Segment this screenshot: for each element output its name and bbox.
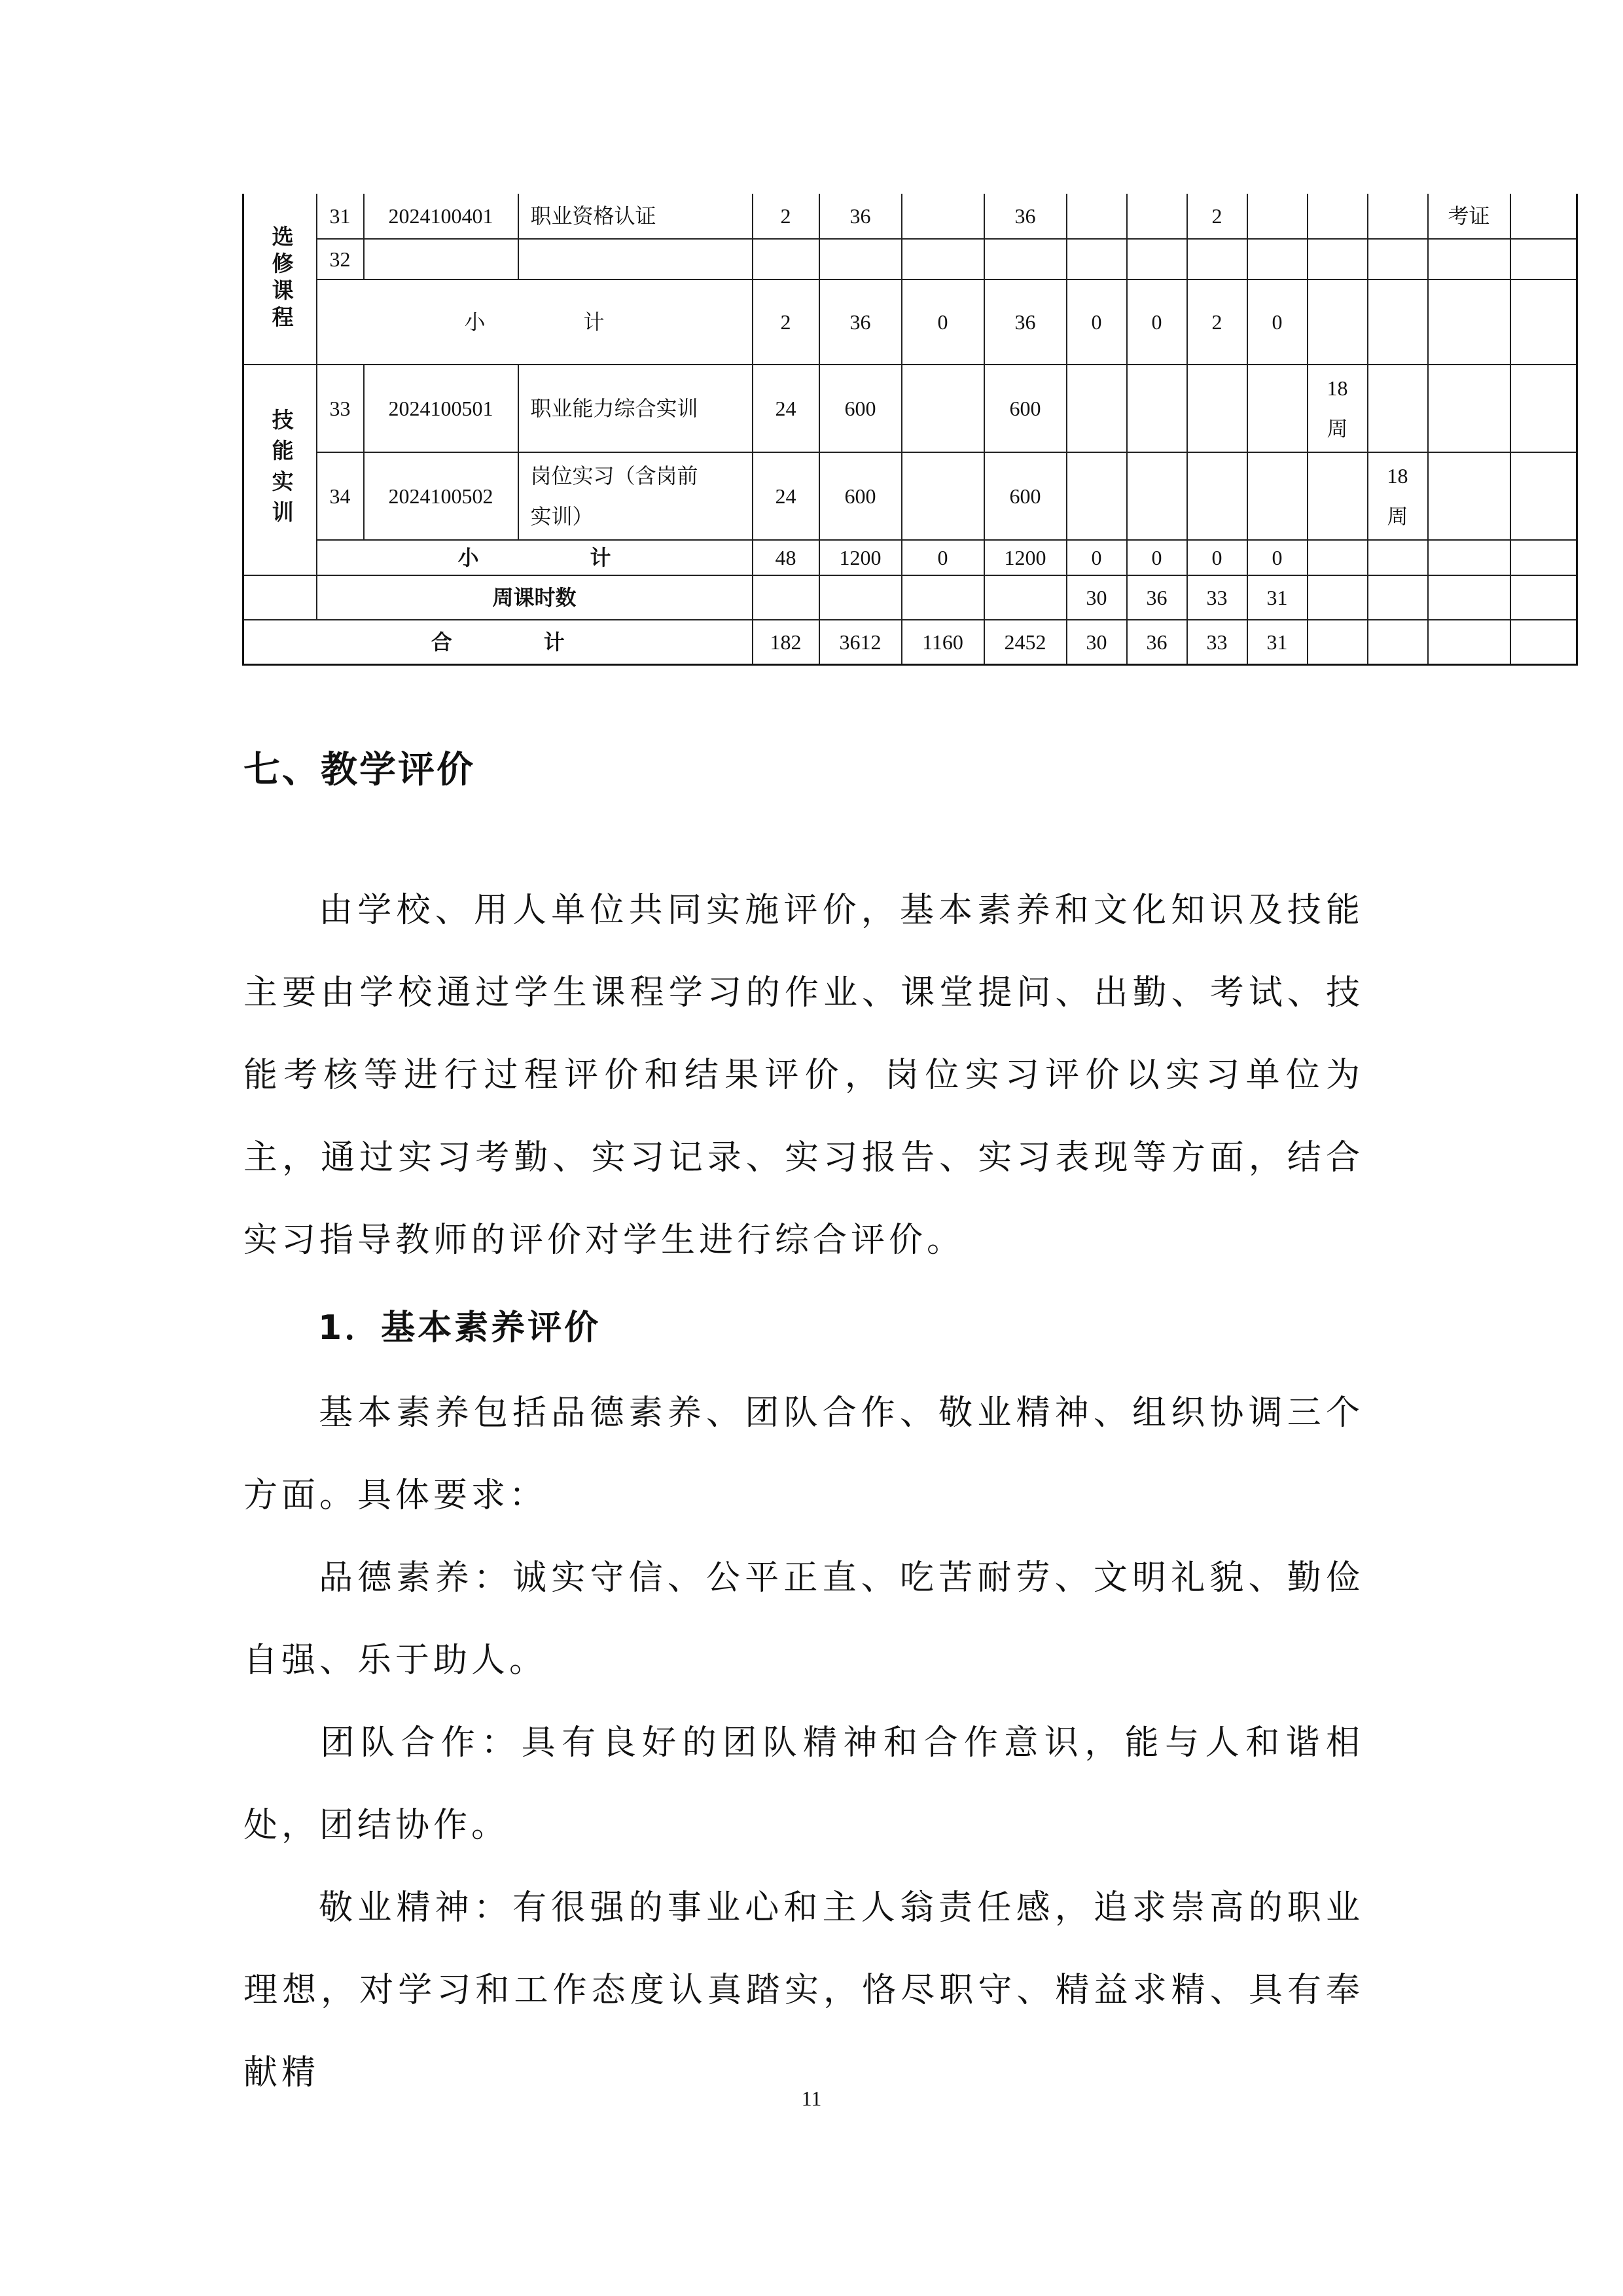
semester-4 bbox=[1247, 194, 1308, 239]
moral-paragraph: 品德素养：诚实守信、公平正直、吃苦耐劳、文明礼貌、勤俭自强、乐于助人。 bbox=[243, 1558, 1364, 1680]
semester-4: 0 bbox=[1247, 279, 1308, 365]
remark bbox=[1510, 452, 1577, 540]
semester-6: 18周 bbox=[1368, 452, 1428, 540]
assessment bbox=[1428, 540, 1510, 575]
semester-5 bbox=[1308, 620, 1368, 665]
grand-total-label: 合 计 bbox=[243, 620, 753, 665]
weekly-hours-row bbox=[243, 575, 1577, 620]
credits: 24 bbox=[753, 365, 819, 452]
semester-5 bbox=[1308, 279, 1368, 365]
semester-2: 0 bbox=[1127, 540, 1187, 575]
semester-1 bbox=[1067, 194, 1127, 239]
total-hours: 600 bbox=[819, 365, 902, 452]
total-hours: 3612 bbox=[819, 620, 902, 665]
remark bbox=[1510, 239, 1577, 279]
semester-3 bbox=[1187, 239, 1247, 279]
semester-6 bbox=[1368, 194, 1428, 239]
semester-1: 30 bbox=[1067, 620, 1127, 665]
credits: 2 bbox=[753, 194, 819, 239]
row-number: 31 bbox=[317, 194, 364, 239]
theory-hours bbox=[902, 194, 984, 239]
semester-3: 33 bbox=[1187, 575, 1247, 620]
remark bbox=[1510, 575, 1577, 620]
category-skills: 技能实训 bbox=[243, 365, 317, 575]
course-name bbox=[518, 239, 753, 279]
semester-2: 0 bbox=[1127, 279, 1187, 365]
semester-2: 36 bbox=[1127, 620, 1187, 665]
semester-6 bbox=[1368, 279, 1428, 365]
course-code bbox=[364, 239, 518, 279]
row-number: 32 bbox=[317, 239, 364, 279]
semester-3: 33 bbox=[1187, 620, 1247, 665]
theory-hours: 0 bbox=[902, 279, 984, 365]
remark bbox=[1510, 540, 1577, 575]
subtotal-label: 小 计 bbox=[317, 279, 753, 365]
practice-hours: 600 bbox=[984, 452, 1067, 540]
category-elective: 选修课程 bbox=[243, 194, 317, 365]
semester-1 bbox=[1067, 365, 1127, 452]
semester-4: 31 bbox=[1247, 620, 1308, 665]
practice-hours: 36 bbox=[984, 279, 1067, 365]
semester-5 bbox=[1308, 452, 1368, 540]
row-number: 34 bbox=[317, 452, 364, 540]
course-code: 2024100401 bbox=[364, 194, 518, 239]
semester-1 bbox=[1067, 452, 1127, 540]
semester-4: 0 bbox=[1247, 540, 1308, 575]
semester-3 bbox=[1187, 365, 1247, 452]
practice-hours: 600 bbox=[984, 365, 1067, 452]
semester-4: 31 bbox=[1247, 575, 1308, 620]
semester-5 bbox=[1308, 575, 1368, 620]
semester-3: 2 bbox=[1187, 194, 1247, 239]
course-code: 2024100502 bbox=[364, 452, 518, 540]
semester-2 bbox=[1127, 452, 1187, 540]
page-number: 11 bbox=[801, 2087, 822, 2110]
practice-hours: 36 bbox=[984, 194, 1067, 239]
course-name: 职业能力综合实训 bbox=[518, 365, 753, 452]
theory-hours: 0 bbox=[902, 540, 984, 575]
credits: 24 bbox=[753, 452, 819, 540]
semester-5 bbox=[1308, 194, 1368, 239]
theory-hours bbox=[902, 575, 984, 620]
assessment bbox=[1428, 620, 1510, 665]
credits bbox=[753, 239, 819, 279]
semester-3 bbox=[1187, 452, 1247, 540]
semester-2 bbox=[1127, 365, 1187, 452]
assessment bbox=[1428, 575, 1510, 620]
subtotal-row bbox=[243, 279, 1577, 365]
semester-2: 36 bbox=[1127, 575, 1187, 620]
sub-heading: 1．基本素养评价 bbox=[318, 1308, 601, 1348]
credits bbox=[753, 575, 819, 620]
semester-2 bbox=[1127, 239, 1187, 279]
remark bbox=[1510, 365, 1577, 452]
semester-2 bbox=[1127, 194, 1187, 239]
table-row bbox=[243, 452, 1577, 540]
theory-hours bbox=[902, 239, 984, 279]
credits: 48 bbox=[753, 540, 819, 575]
semester-1: 30 bbox=[1067, 575, 1127, 620]
remark bbox=[1510, 194, 1577, 239]
semester-6 bbox=[1368, 575, 1428, 620]
intro-paragraph: 由学校、用人单位共同实施评价，基本素养和文化知识及技能主要由学校通过学生课程学习的作业、课堂提问、出勤、考试、技能考核等进行过程评价和结果评价，岗位实习评价以实习单位为主，通过实习考勤、实习记录、实习报告、实习表现等方面，结合实习指导教师的评价对学生进行综合评价。 bbox=[243, 891, 1364, 1260]
theory-hours: 1160 bbox=[902, 620, 984, 665]
practice-hours: 2452 bbox=[984, 620, 1067, 665]
total-hours: 1200 bbox=[819, 540, 902, 575]
semester-3: 0 bbox=[1187, 540, 1247, 575]
practice-hours bbox=[984, 239, 1067, 279]
grand-total-row bbox=[243, 620, 1577, 665]
semester-5 bbox=[1308, 239, 1368, 279]
credits: 2 bbox=[753, 279, 819, 365]
row-number: 33 bbox=[317, 365, 364, 452]
credits: 182 bbox=[753, 620, 819, 665]
assessment: 考证 bbox=[1428, 194, 1510, 239]
section-heading: 七、教学评价 bbox=[243, 749, 475, 791]
dedication-paragraph: 敬业精神：有很强的事业心和主人翁责任感，追求崇高的职业理想，对学习和工作态度认真踏实，恪尽职守、精益求精、具有奉献精 bbox=[243, 1888, 1364, 2092]
table-row bbox=[243, 239, 1577, 279]
total-hours bbox=[819, 575, 902, 620]
semester-6 bbox=[1368, 540, 1428, 575]
subtotal-row bbox=[243, 540, 1577, 575]
theory-hours bbox=[902, 365, 984, 452]
course-name: 岗位实习（含岗前实训） bbox=[518, 452, 753, 540]
course-code: 2024100501 bbox=[364, 365, 518, 452]
practice-hours bbox=[984, 575, 1067, 620]
team-paragraph: 团队合作：具有良好的团队精神和合作意识，能与人和谐相处，团结协作。 bbox=[243, 1723, 1364, 1845]
semester-6 bbox=[1368, 239, 1428, 279]
total-hours bbox=[819, 239, 902, 279]
table-row bbox=[243, 365, 1577, 452]
weekly-hours-label: 周课时数 bbox=[317, 575, 753, 620]
practice-hours: 1200 bbox=[984, 540, 1067, 575]
table-row bbox=[243, 194, 1577, 239]
semester-4 bbox=[1247, 239, 1308, 279]
semester-1: 0 bbox=[1067, 540, 1127, 575]
remark bbox=[1510, 279, 1577, 365]
semester-1 bbox=[1067, 239, 1127, 279]
assessment bbox=[1428, 365, 1510, 452]
assessment bbox=[1428, 239, 1510, 279]
basic-quality-paragraph: 基本素养包括品德素养、团队合作、敬业精神、组织协调三个方面。具体要求： bbox=[243, 1393, 1364, 1515]
semester-3: 2 bbox=[1187, 279, 1247, 365]
total-hours: 36 bbox=[819, 279, 902, 365]
category-blank bbox=[243, 575, 317, 620]
semester-1: 0 bbox=[1067, 279, 1127, 365]
semester-4 bbox=[1247, 365, 1308, 452]
course-schedule-table bbox=[242, 194, 1578, 666]
remark bbox=[1510, 620, 1577, 665]
assessment bbox=[1428, 279, 1510, 365]
semester-6 bbox=[1368, 365, 1428, 452]
semester-6 bbox=[1368, 620, 1428, 665]
course-name: 职业资格认证 bbox=[518, 194, 753, 239]
semester-5: 18周 bbox=[1308, 365, 1368, 452]
total-hours: 600 bbox=[819, 452, 902, 540]
total-hours: 36 bbox=[819, 194, 902, 239]
semester-5 bbox=[1308, 540, 1368, 575]
subtotal-label: 小 计 bbox=[317, 540, 753, 575]
assessment bbox=[1428, 452, 1510, 540]
semester-4 bbox=[1247, 452, 1308, 540]
theory-hours bbox=[902, 452, 984, 540]
